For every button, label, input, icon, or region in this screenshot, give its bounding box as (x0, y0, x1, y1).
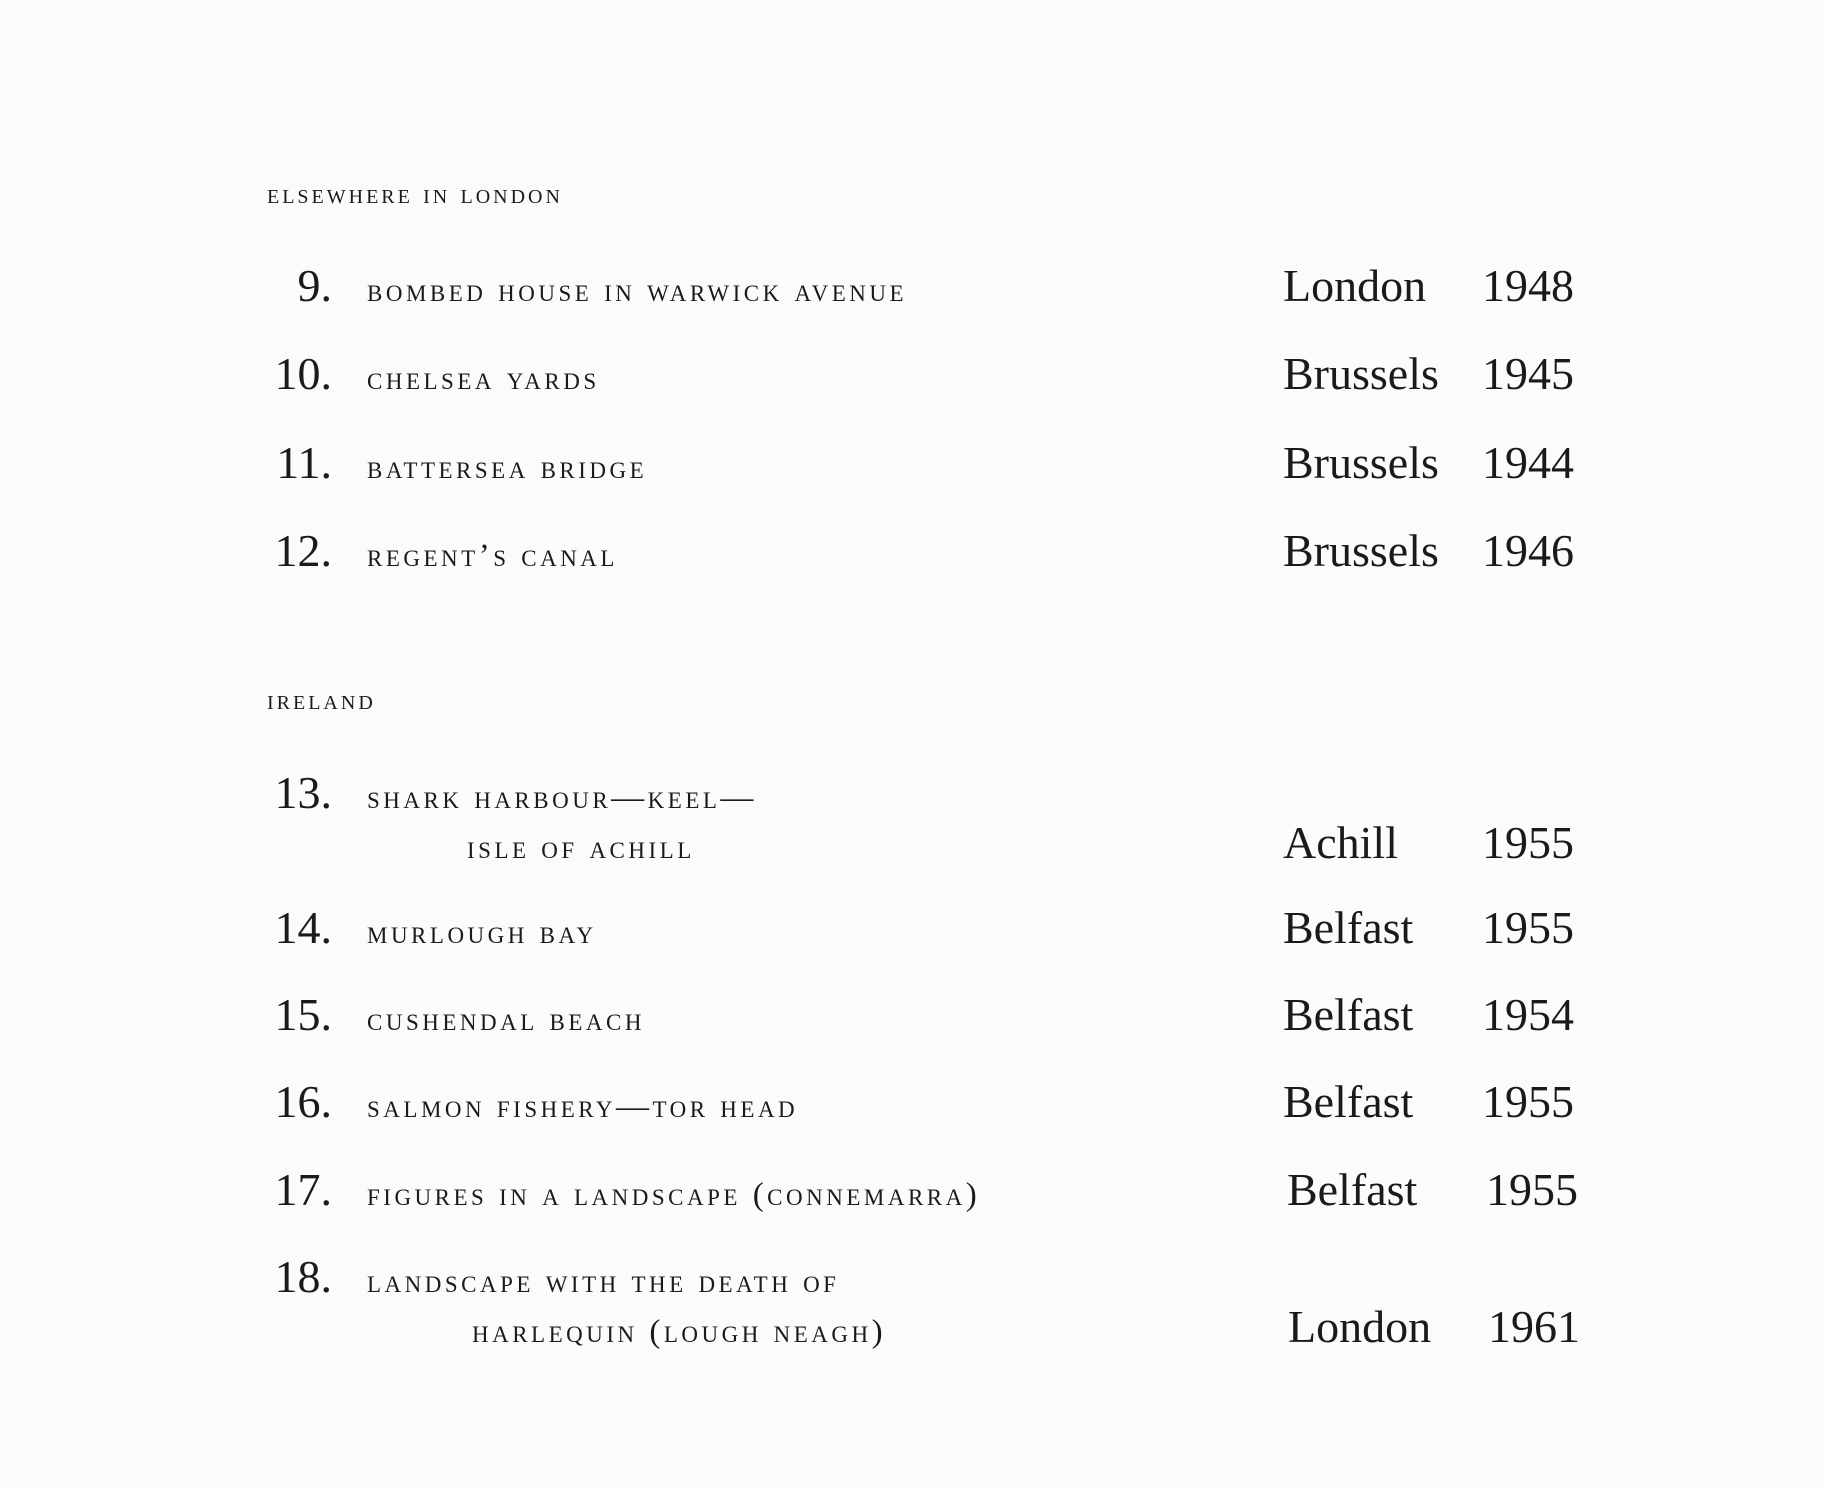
entry-title: chelsea yards (367, 361, 600, 397)
entry-number: 17. (274, 1164, 332, 1215)
entry-place: Achill (1283, 817, 1398, 868)
section-heading-ireland: ireland (267, 684, 376, 716)
catalogue-entry-17 (0, 1162, 1824, 1218)
entry-title: figures in a landscape (connemarra) (367, 1177, 981, 1213)
entry-year: 1955 (1486, 1164, 1578, 1215)
catalogue-entry-12 (0, 523, 1824, 579)
entry-year: 1961 (1488, 1301, 1580, 1352)
catalogue-entry-10 (0, 346, 1824, 402)
entry-number: 15. (274, 989, 332, 1040)
entry-title-continued: harlequin (lough neagh) (472, 1314, 887, 1350)
entry-place: Brussels (1283, 437, 1439, 488)
entry-number: 13. (274, 767, 332, 818)
catalogue-entry-9 (0, 258, 1824, 314)
entry-year: 1944 (1482, 437, 1574, 488)
entry-place: Belfast (1283, 1076, 1414, 1127)
entry-place: London (1283, 260, 1427, 311)
entry-place: Belfast (1283, 902, 1414, 953)
entry-place: Brussels (1283, 525, 1439, 576)
entry-number: 12. (274, 525, 332, 576)
entry-year: 1945 (1482, 348, 1574, 399)
catalogue-entry-18 (0, 1249, 1824, 1352)
catalogue-entry-15 (0, 987, 1824, 1043)
section-heading-london: elsewhere in london (267, 178, 563, 210)
entry-title-continued: isle of achill (467, 830, 695, 866)
entry-title: battersea bridge (367, 450, 648, 486)
catalogue-entry-14 (0, 900, 1824, 956)
entry-place: Belfast (1283, 989, 1414, 1040)
entry-number: 9. (297, 260, 332, 311)
entry-title: murlough bay (367, 915, 597, 951)
entry-title: bombed house in warwick avenue (367, 273, 908, 309)
entry-year: 1955 (1482, 902, 1574, 953)
entry-year: 1955 (1482, 817, 1574, 868)
entry-title: landscape with the death of (367, 1264, 840, 1300)
catalogue-entry-16 (0, 1074, 1824, 1130)
entry-number: 16. (274, 1076, 332, 1127)
entry-place: London (1288, 1301, 1432, 1352)
entry-place: Brussels (1283, 348, 1439, 399)
entry-number: 14. (274, 902, 332, 953)
entry-title: regent’s canal (367, 538, 618, 574)
entry-place: Belfast (1287, 1164, 1418, 1215)
entry-number: 11. (276, 437, 332, 488)
entry-number: 10. (274, 348, 332, 399)
entry-title: shark harbour—keel— (367, 780, 757, 816)
entry-year: 1954 (1482, 989, 1574, 1040)
entry-year: 1948 (1482, 260, 1574, 311)
entry-year: 1946 (1482, 525, 1574, 576)
entry-number: 18. (274, 1251, 332, 1302)
catalogue-entry-11 (0, 435, 1824, 491)
entry-title: cushendal beach (367, 1002, 645, 1038)
catalogue-entry-13 (0, 765, 1824, 868)
entry-title: salmon fishery—tor head (367, 1089, 799, 1125)
entry-year: 1955 (1482, 1076, 1574, 1127)
